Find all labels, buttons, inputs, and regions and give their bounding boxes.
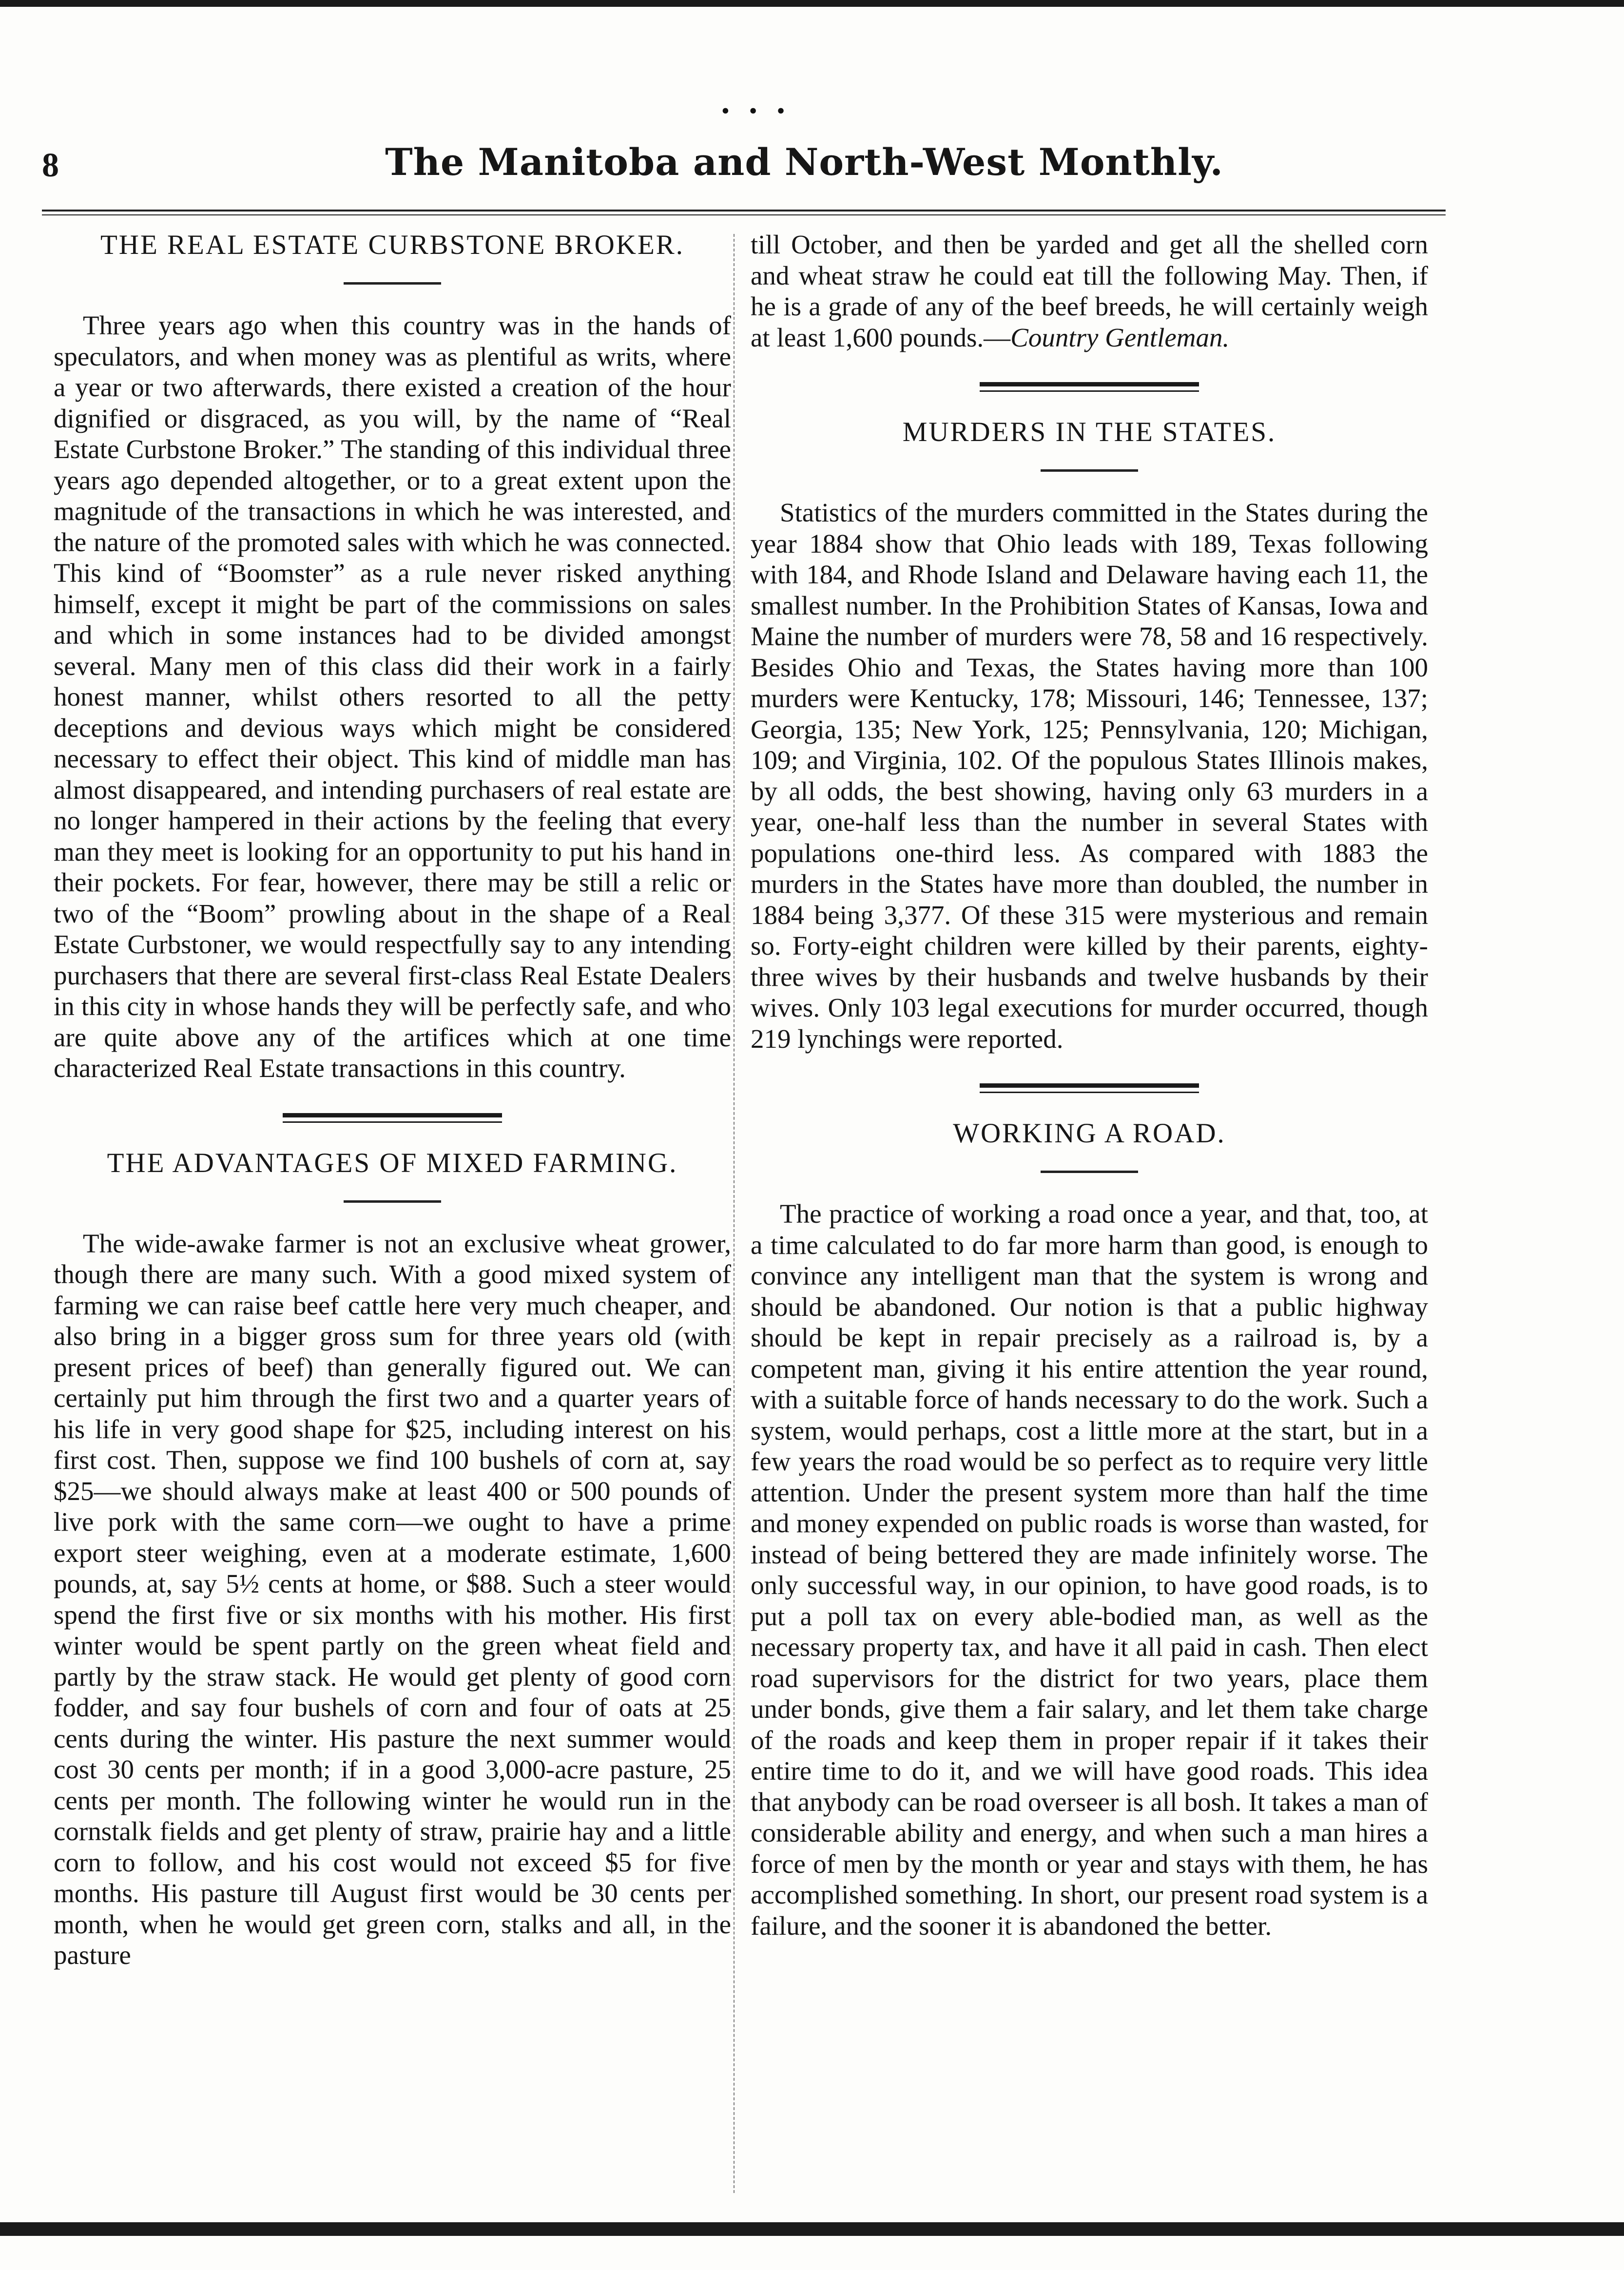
article-title: MURDERS IN THE STATES. (902, 417, 1276, 447)
bottom-border-rule (0, 2222, 1624, 2236)
title-rule (344, 1200, 441, 1203)
running-title: The Manitoba and North-West Monthly. (385, 140, 1223, 184)
article-working-road (751, 1117, 1428, 1941)
title-rule (1041, 469, 1138, 472)
column-divider (734, 234, 735, 2193)
section-separator (283, 1113, 502, 1123)
article-body: The practice of working a road once a year, and that, too, at a time calculated to do far more harm than good, is enough to convince any intelligent man that the system is wrong and should be abandoned. Our notion is that a public highway should be kept in repair precisely as a railroad is, by a competent man, giving it his entire attention the year round, with a suitable force of hands necessary to do the work. Such a system, would perhaps, cost a little more at the start, but in a few years the road would be so perfect as to require very little attention. Under the present system more than half the time and money expended on public roads is worse than wasted, for instead of being bettered they are made infinitely worse. The only successful way, in our opinion, to have good roads, is to put a poll tax on every able-bodied man, as well as the necessary property tax, and have it all paid in cash. Then elect road supervisors for the district for two years, place them under bonds, give them a fair salary, and let them take charge of the roads and keep them in proper repair if it takes their entire time to do it, and we will have good roads. This idea that anybody can be road overseer is all bosh. It takes a man of considerable ability and energy, and when such a man hires a force of men by the month or year and stays with them, he has accomplished something. In short, our present road system is a failure, and the sooner it is abandoned the better. (751, 1199, 1428, 1941)
article-curbstone-broker (54, 229, 731, 1084)
continuation-text: till October, and then be yarded and get all the shelled corn and wheat straw he could eat till the following May. Then, if he is a grade of any of the beef breeds, he will certainly weigh at least 1,600 pounds.— (751, 230, 1428, 352)
article-title: WORKING A ROAD. (953, 1118, 1226, 1149)
article-body: The wide-awake farmer is not an exclusive wheat grower, though there are many such. With a good mixed system of farming we can raise beef cattle here very much cheaper, and also bring in a bigger gross sum for three years old (with present prices of beef) than generally figured out. We can certainly put him through the first two and a quarter years of his life in very good shape for $25, including interest on his first cost. Then, suppose we find 100 bushels of corn at, say $25—we should always make at least 400 or 500 pounds of live pork with the same corn—we ought to have a prime export steer weighing, even at a moderate estimate, 1,600 pounds, at, say 5½ cents at home, or $88. Such a steer would spend the first five or six months with his mother. His first winter would be spent partly on the green wheat field and partly by the straw stack. He would get plenty of good corn fodder, and say four bushels of corn and four of oats at 25 cents during the winter. His pasture the next summer would cost 30 cents per month; if in a good 3,000-acre pasture, 25 cents per month. The following winter he would run in the cornstalk fields and get plenty of straw, prairie hay and a little corn to follow, and his cost would not exceed $5 for five months. His pasture till August first would be 30 cents per month, when he would get green corn, stalks and all, in the pasture (54, 1228, 731, 1970)
ink-specks: ••• (721, 98, 805, 124)
article-mixed-farming (54, 1147, 731, 1971)
article-title: THE REAL ESTATE CURBSTONE BROKER. (100, 230, 685, 260)
article-body: Three years ago when this country was in the hands of speculators, and when money was as plentiful as writs, where a year or two afterwards, there existed a creation of the hour dignified or disgraced, as you will, by the name of “Real Estate Curbstone Broker.” The standing of this individual three years ago depended altogether, or to a great extent upon the magnitude of the transactions in which he was interested, and the nature of the promoted sales with which he was connected. This kind of “Boomster” as a rule never risked anything himself, except it might be part of the commissions on sales and which in some instances had to be divided amongst several. Many men of this class did their work in a fairly honest manner, whilst others resorted to all the petty deceptions and devious ways which might be considered necessary to effect their object. This kind of middle man has almost disappeared, and intending purchasers of real estate are no longer hampered in their actions by the feeling that every man they meet is looking for an opportunity to put his hand in their pockets. For fear, however, there may be still a relic or two of the “Boom” prowling about in the shape of a Real Estate Curbstoner, we would respectfully say to any intending purchasers that there are several first-class Real Estate Dealers in this city in whose hands they will be perfectly safe, and who are quite above any of the artifices which at one time characterized Real Estate transactions in this country. (54, 310, 731, 1083)
header-rule (42, 210, 1446, 215)
right-column (751, 229, 1428, 1941)
article-body-continued (751, 229, 1428, 353)
title-rule (344, 282, 441, 285)
section-separator (980, 1083, 1199, 1093)
top-border-rule (0, 0, 1624, 7)
left-column (54, 229, 731, 1971)
section-separator (980, 382, 1199, 392)
article-body: Statistics of the murders committed in the States during the year 1884 show that Ohio leads with 189, Texas following with 184, and Rhode Island and Delaware having each 11, the smallest number. In the Prohibition States of Kansas, Iowa and Maine the number of murders were 78, 58 and 16 respectively. Besides Ohio and Texas, the States having more than 100 murders were Kentucky, 178; Missouri, 146; Tennessee, 137; Georgia, 135; New York, 125; Pennsylvania, 120; Michigan, 109; and Virginia, 102. Of the populous States Illinois makes, by all odds, the best showing, having only 63 murders in a year, one-half less than the number in several States with populations one-third less. As compared with 1883 the murders in the States have more than doubled, the number in 1884 being 3,377. Of these 315 were mysterious and remain so. Forty-eight children were killed by their parents, eighty-three wives by their husbands and twelve husbands by their wives. Only 103 legal executions for murder occurred, though 219 lynchings were reported. (751, 498, 1428, 1054)
article-mixed-farming-continued (751, 229, 1428, 353)
page-number: 8 (42, 147, 59, 184)
article-murders (751, 416, 1428, 1054)
title-rule (1041, 1171, 1138, 1173)
article-title: THE ADVANTAGES OF MIXED FARMING. (107, 1147, 678, 1178)
article-source: Country Gentleman. (1010, 322, 1230, 352)
